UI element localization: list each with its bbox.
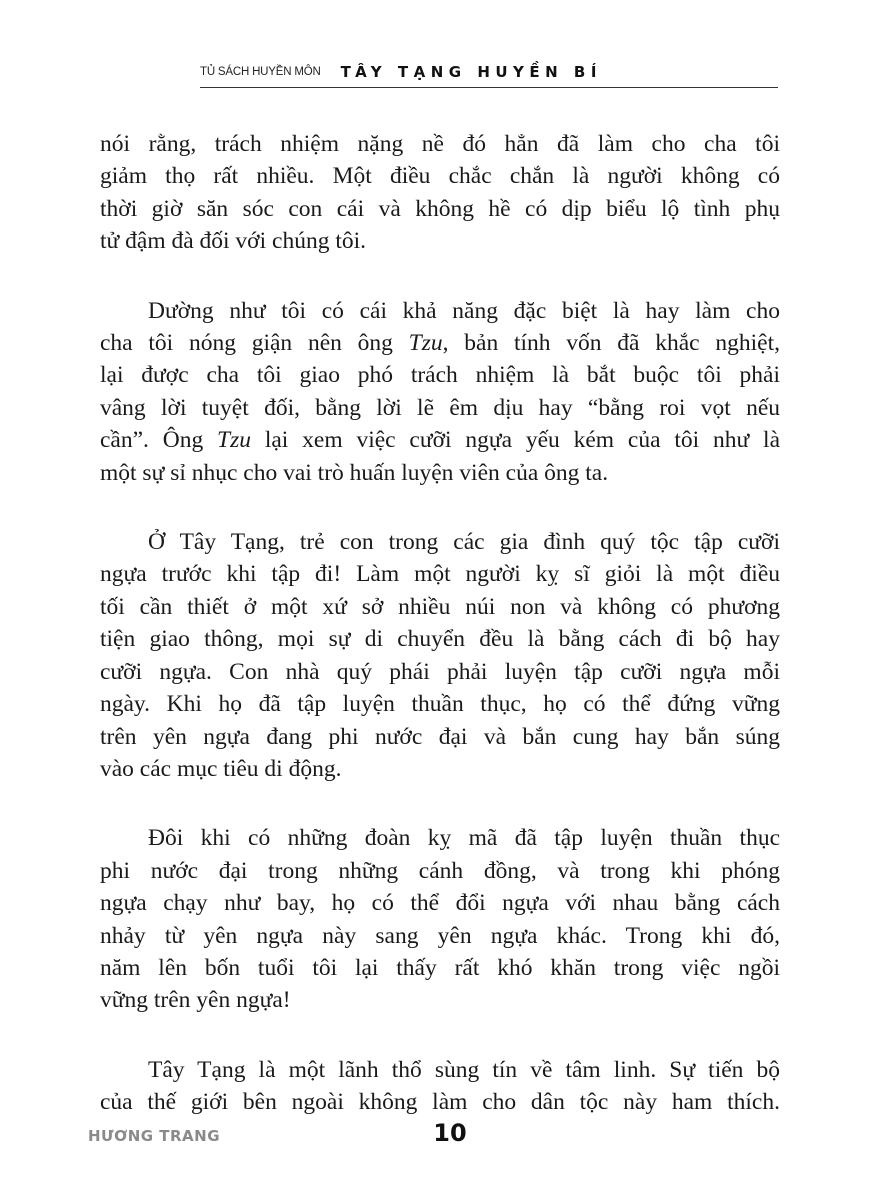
text-line: vâng lời tuyệt đối, bằng lời lẽ êm dịu hay “bằng roi vọt nếu bbox=[100, 394, 780, 421]
text-line: cha tôi nóng giận nên ông Tzu, bản tính vốn đã khắc nghiệt, bbox=[100, 330, 780, 357]
running-header bbox=[200, 52, 778, 88]
text-line: trên yên ngựa đang phi nước đại và bắn cung hay bắn súng bbox=[100, 723, 780, 750]
italic-name: Tzu bbox=[217, 427, 252, 454]
paragraph bbox=[100, 295, 780, 489]
text-line: ngày. Khi họ đã tập luyện thuần thục, họ có thể đứng vững bbox=[100, 691, 780, 718]
book-title: TÂY TẠNG HUYỀN BÍ bbox=[340, 63, 602, 81]
text-line: vững trên yên ngựa! bbox=[100, 987, 291, 1014]
text-line: vào các mục tiêu di động. bbox=[100, 755, 342, 782]
text-line: thời giờ săn sóc con cái và không hề có dịp biểu lộ tình phụ bbox=[100, 195, 780, 222]
text-line: một sự sỉ nhục cho vai trò huấn luyện viên của ông ta. bbox=[100, 459, 609, 486]
text-line: giảm thọ rất nhiều. Một điều chắc chắn là người không có bbox=[100, 163, 780, 190]
text-line: ngựa trước khi tập đi! Làm một người kỵ sĩ giỏi là một điều bbox=[100, 561, 780, 588]
page-number: 10 bbox=[433, 1119, 467, 1147]
text-line: tối cần thiết ở một xứ sở nhiều núi non và không có phương bbox=[100, 593, 780, 620]
text-line: tử đậm đà đối với chúng tôi. bbox=[100, 228, 367, 255]
series-name: TỦ SÁCH HUYỀN MÔN bbox=[200, 66, 321, 78]
text-line: Dường như tôi có cái khả năng đặc biệt là hay làm cho bbox=[148, 297, 780, 324]
text-line: cần”. Ông Tzu lại xem việc cưỡi ngựa yếu kém của tôi như là bbox=[100, 427, 780, 454]
paragraph bbox=[100, 1054, 780, 1119]
text-line: tiện giao thông, mọi sự di chuyển đều là bằng cách đi bộ hay bbox=[100, 626, 780, 653]
page-body bbox=[100, 128, 780, 1156]
italic-name: Tzu bbox=[408, 330, 443, 357]
text-line: nói rằng, trách nhiệm nặng nề đó hẳn đã làm cho cha tôi bbox=[100, 131, 780, 157]
text-line: lại được cha tôi giao phó trách nhiệm là bắt buộc tôi phải bbox=[100, 362, 780, 389]
text-line: Tây Tạng là một lãnh thổ sùng tín về tâm linh. Sự tiến bộ bbox=[148, 1056, 780, 1083]
text-line: của thế giới bên ngoài không làm cho dân tộc này ham thích. bbox=[100, 1089, 780, 1116]
publisher-brand: HƯƠNG TRANG bbox=[88, 1127, 221, 1145]
text-line: nhảy từ yên ngựa này sang yên ngựa khác. Trong khi đó, bbox=[100, 922, 780, 949]
text-line: Ở Tây Tạng, trẻ con trong các gia đình quý tộc tập cưỡi bbox=[148, 529, 780, 556]
paragraph bbox=[100, 822, 780, 1016]
paragraph bbox=[100, 128, 780, 258]
text-line: năm lên bốn tuổi tôi lại thấy rất khó khăn trong việc ngồi bbox=[100, 954, 780, 981]
paragraph bbox=[100, 526, 780, 785]
text-line: cưỡi ngựa. Con nhà quý phái phải luyện tập cưỡi ngựa mỗi bbox=[100, 658, 780, 685]
text-line: ngựa chạy như bay, họ có thể đổi ngựa với nhau bằng cách bbox=[100, 890, 780, 917]
text-line: phi nước đại trong những cánh đồng, và trong khi phóng bbox=[100, 857, 780, 884]
text-line: Đôi khi có những đoàn kỵ mã đã tập luyện thuần thục bbox=[148, 825, 780, 852]
